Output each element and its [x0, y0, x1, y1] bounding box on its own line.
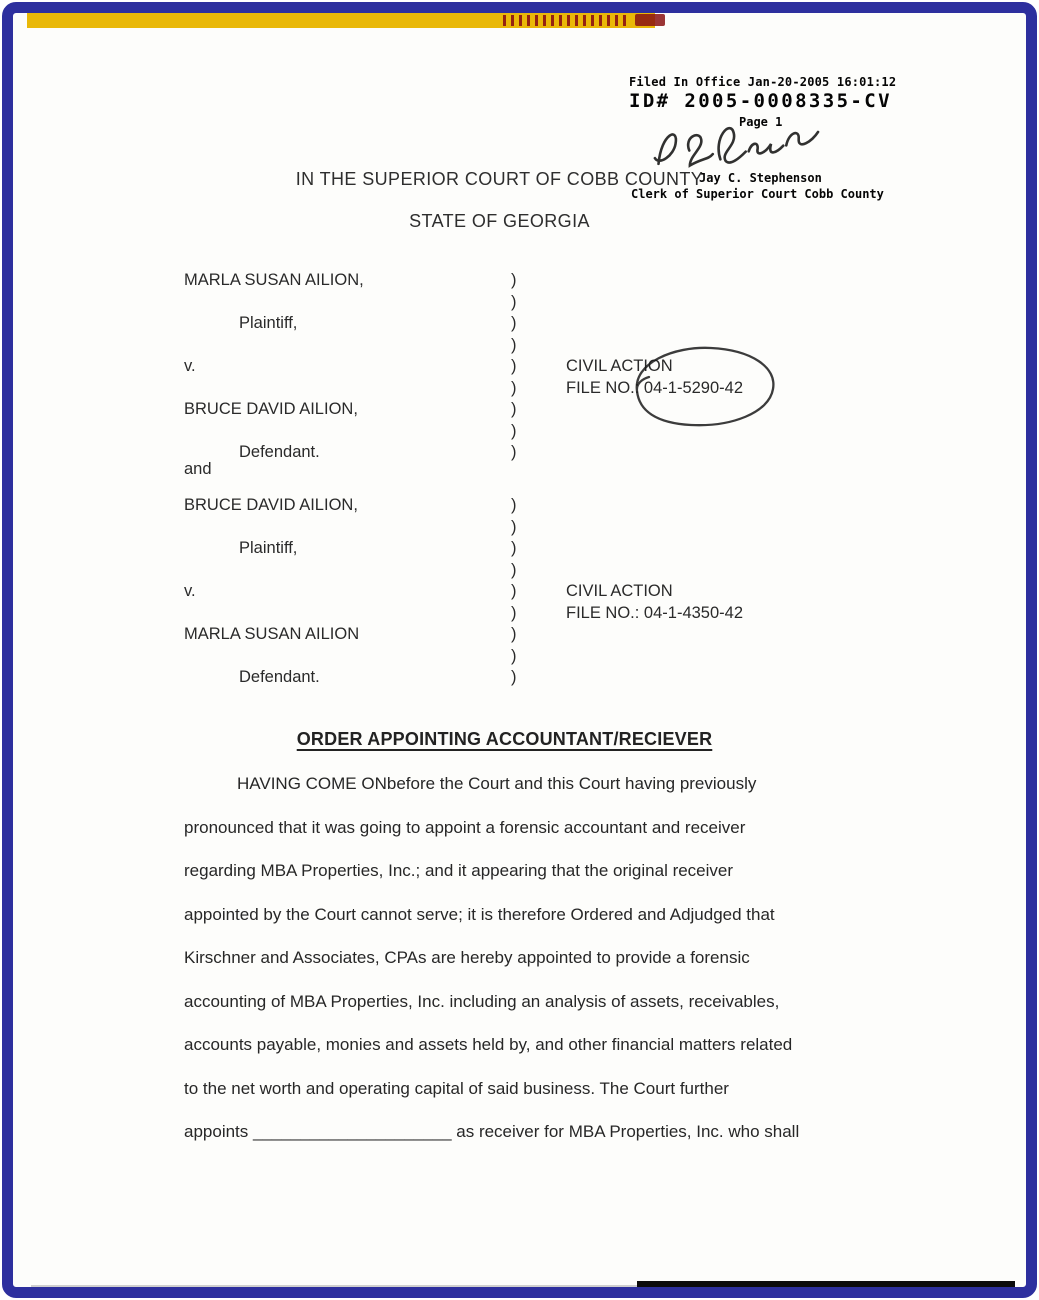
order-body — [184, 773, 894, 1165]
order-body-line: accounting of MBA Properties, Inc. including an analysis of assets, receivables, — [184, 991, 780, 1011]
scan-artifact-black-bar — [637, 1281, 1015, 1290]
case-caption-1 — [184, 271, 904, 465]
caption-row — [184, 314, 904, 336]
caption-party-text: v. — [184, 582, 196, 600]
clerk-signature-icon — [645, 115, 840, 175]
caption-row — [184, 271, 904, 293]
caption-paren: ) — [511, 625, 517, 643]
caption-row — [184, 336, 904, 358]
caption-party-text: BRUCE DAVID AILION, — [184, 400, 358, 418]
order-body-line: HAVING COME ONbefore the Court and this Court having previously — [237, 774, 757, 793]
caption-paren: ) — [511, 582, 517, 600]
caption-connector: and — [184, 460, 212, 478]
caption-row — [184, 668, 904, 690]
caption-row — [184, 293, 904, 315]
caption-party-text: MARLA SUSAN AILION — [184, 625, 360, 643]
caption-row — [184, 496, 904, 518]
case-caption-2 — [184, 496, 904, 690]
document-page — [13, 13, 1026, 1287]
caption-paren: ) — [511, 357, 517, 375]
order-body-line: accounts payable, monies and assets held by, and other financial matters related — [184, 1035, 793, 1054]
scan-artifact-red-text-fragment — [503, 15, 629, 26]
caption-paren: ) — [511, 421, 517, 440]
scan-artifact-red-blob — [635, 14, 665, 26]
caption-party-text: Defendant. — [239, 443, 320, 461]
caption-paren: ) — [511, 646, 517, 665]
caption-case-info: FILE NO.: 04-1-4350-42 — [566, 603, 744, 622]
order-body-line: pronounced that it was going to appoint a forensic accountant and receiver — [184, 817, 746, 837]
caption-paren: ) — [511, 378, 517, 397]
court-name: IN THE SUPERIOR COURT OF COBB COUNTY — [295, 169, 704, 189]
caption-paren: ) — [511, 292, 517, 311]
caption-case-info: FILE NO.: 04-1-5290-42 — [566, 378, 744, 397]
caption-party-text: Defendant. — [239, 668, 320, 686]
order-body-line: to the net worth and operating capital of said business. The Court further — [184, 1078, 729, 1098]
caption-paren: ) — [511, 314, 517, 332]
caption-paren: ) — [511, 496, 517, 514]
order-title — [13, 729, 996, 750]
clerk-title: Clerk of Superior Court Cobb County — [631, 187, 884, 201]
caption-paren: ) — [511, 335, 517, 354]
caption-row — [184, 539, 904, 561]
clerk-printed-name: Jay C. Stephenson — [699, 171, 822, 185]
caption-case-info: CIVIL ACTION — [566, 357, 673, 375]
caption-paren: ) — [511, 517, 517, 536]
caption-paren: ) — [511, 560, 517, 579]
caption-row — [184, 647, 904, 669]
scan-artifact-thin-line — [31, 1285, 637, 1287]
order-body-line: Kirschner and Associates, CPAs are hereby appointed to provide a forensic — [184, 948, 750, 967]
caption-row — [184, 518, 904, 540]
scan-artifact-yellow-strip — [27, 13, 655, 28]
caption-party-text: v. — [184, 357, 196, 375]
case-id-line: ID# 2005-0008335-CV — [629, 90, 892, 112]
caption-row — [184, 604, 904, 626]
caption-paren: ) — [511, 400, 517, 418]
caption-party-text: Plaintiff, — [239, 539, 298, 557]
caption-row — [184, 400, 904, 422]
order-title-text: ORDER APPOINTING ACCOUNTANT/RECIEVER — [296, 729, 713, 749]
caption-paren: ) — [511, 443, 517, 461]
caption-party-text: BRUCE DAVID AILION, — [184, 496, 358, 514]
page-number: Page 1 — [739, 115, 783, 129]
caption-paren: ) — [511, 539, 517, 557]
order-body-line: appoints _____________________ as receiver for MBA Properties, Inc. who shall — [184, 1122, 800, 1141]
order-body-line: appointed by the Court cannot serve; it is therefore Ordered and Adjudged that — [184, 904, 775, 924]
caption-paren: ) — [511, 603, 517, 622]
caption-row — [184, 625, 904, 647]
filed-date-line: Filed In Office Jan-20-2005 16:01:12 — [629, 75, 897, 89]
caption-party-text: Plaintiff, — [239, 314, 298, 332]
scan-blue-border-frame — [2, 2, 1037, 1298]
caption-row — [184, 561, 904, 583]
caption-paren: ) — [511, 271, 517, 289]
order-body-line: regarding MBA Properties, Inc.; and it appearing that the original receiver — [184, 861, 734, 880]
caption-case-info: CIVIL ACTION — [566, 582, 673, 600]
caption-party-text: MARLA SUSAN AILION, — [184, 271, 364, 289]
caption-row — [184, 443, 904, 465]
caption-row — [184, 357, 904, 379]
handwritten-circle-annotation — [619, 339, 781, 433]
caption-paren: ) — [511, 668, 517, 686]
court-state: STATE OF GEORGIA — [409, 211, 590, 231]
caption-row — [184, 379, 904, 401]
caption-row — [184, 582, 904, 604]
caption-row — [184, 422, 904, 444]
